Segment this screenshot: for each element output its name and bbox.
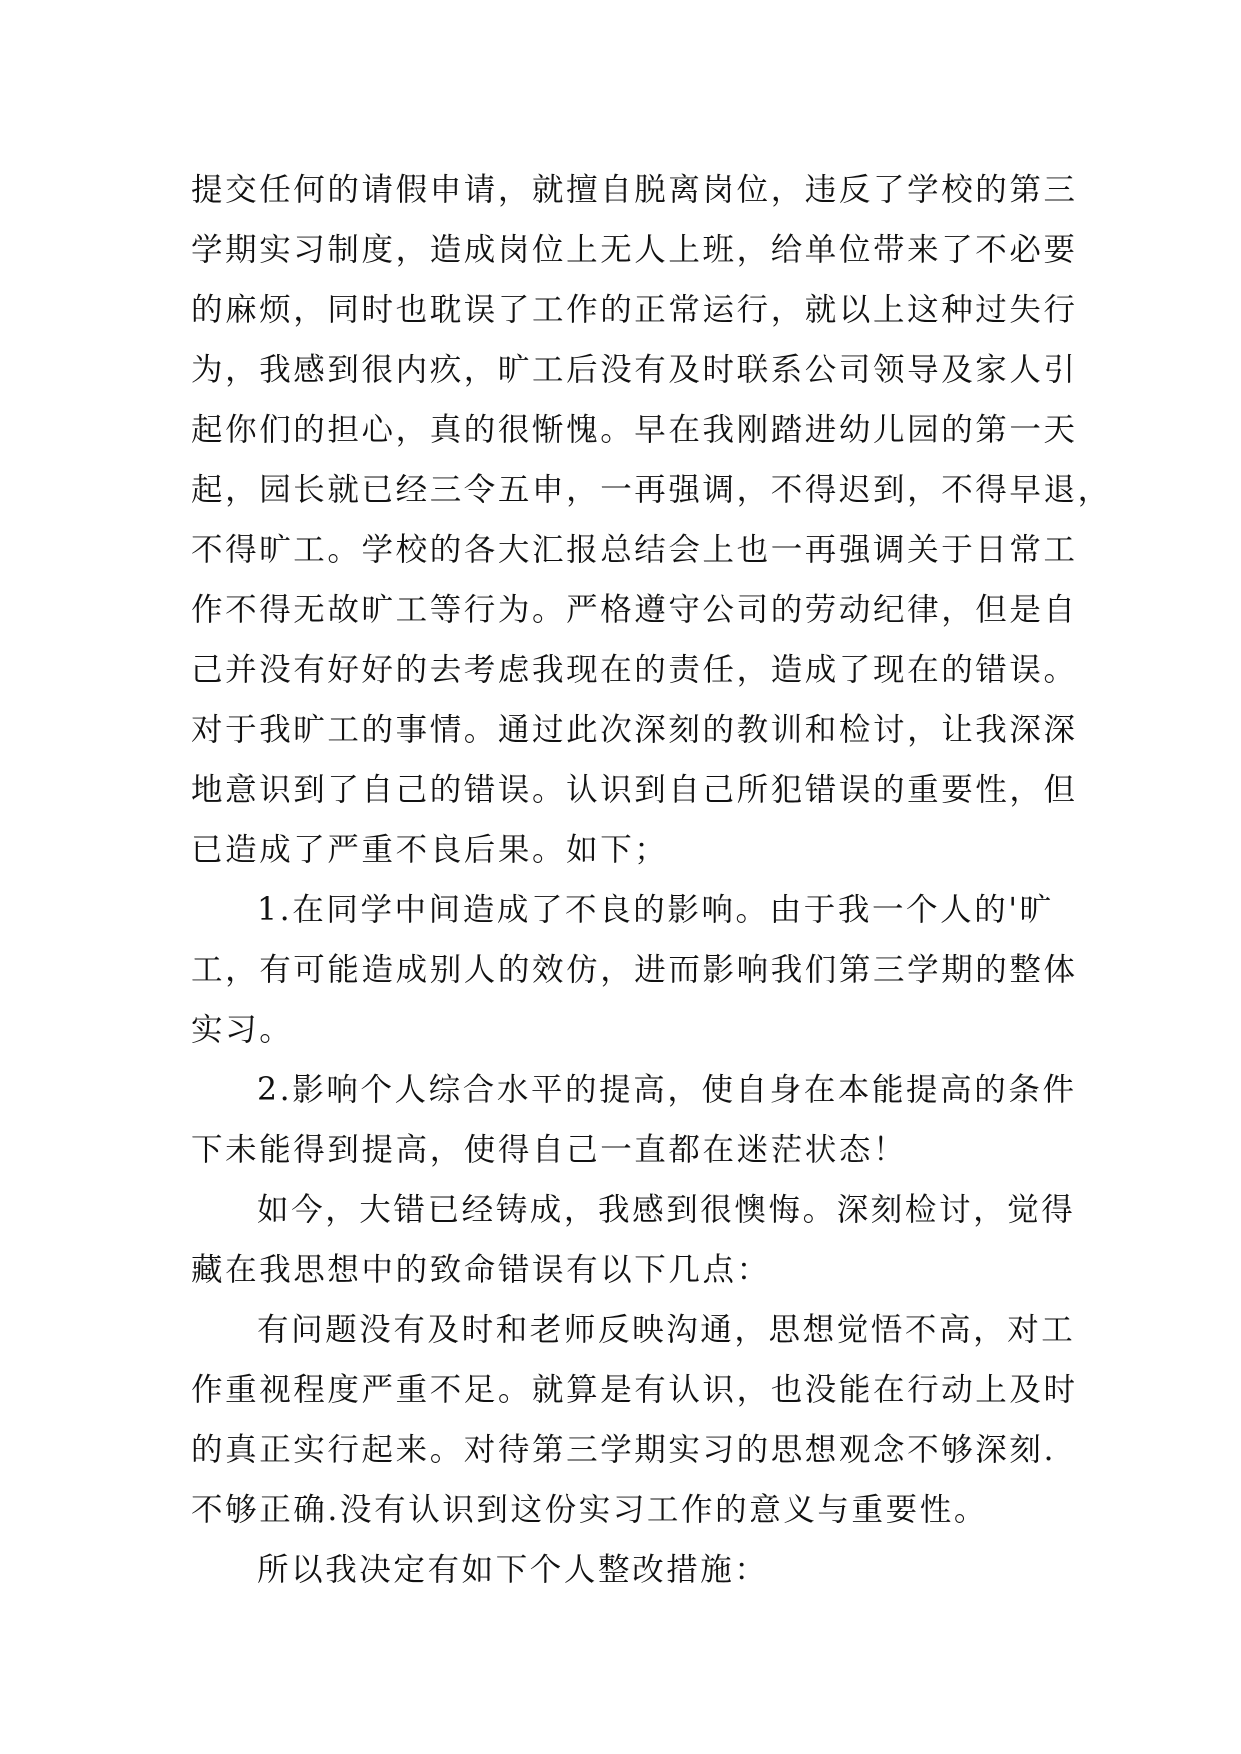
text-line: 起你们的担心，真的很惭愧。早在我刚踏进幼儿园的第一天 (191, 412, 1078, 448)
text-line: 不得旷工。学校的各大汇报总结会上也一再强调关于日常工 (191, 532, 1078, 568)
text-line: 己并没有好好的去考虑我现在的责任，造成了现在的错误。 (191, 652, 1078, 688)
text-line: 如今，大错已经铸成，我感到很懊悔。深刻检讨，觉得 (257, 1192, 1076, 1228)
text-line: 作不得无故旷工等行为。严格遵守公司的劳动纪律，但是自 (191, 592, 1078, 628)
text-line: 起，园长就已经三令五申，一再强调，不得迟到，不得早退， (191, 472, 1112, 508)
text-line: 的真正实行起来。对待第三学期实习的思想观念不够深刻. (191, 1432, 1057, 1468)
text-line: 藏在我思想中的致命错误有以下几点： (191, 1252, 771, 1288)
text-line: 1.在同学中间造成了不良的影响。由于我一个人的'旷 (257, 892, 1054, 928)
text-line: 作重视程度严重不足。就算是有认识，也没能在行动上及时 (191, 1372, 1078, 1408)
text-line: 地意识到了自己的错误。认识到自己所犯错误的重要性，但 (191, 772, 1078, 808)
text-line: 下未能得到提高，使得自己一直都在迷茫状态！ (191, 1132, 908, 1168)
text-line: 2.影响个人综合水平的提高，使自身在本能提高的条件 (257, 1072, 1077, 1108)
text-line: 已造成了严重不良后果。如下； (191, 832, 669, 868)
text-line: 的麻烦，同时也耽误了工作的正常运行，就以上这种过失行 (191, 292, 1078, 328)
text-line: 不够正确.没有认识到这份实习工作的意义与重要性。 (191, 1492, 988, 1528)
document-body (191, 160, 1112, 1600)
text-line: 实习。 (191, 1012, 294, 1048)
text-line: 工，有可能造成别人的效仿，进而影响我们第三学期的整体 (191, 952, 1078, 988)
text-line: 有问题没有及时和老师反映沟通，思想觉悟不高，对工 (257, 1312, 1076, 1348)
text-line: 提交任何的请假申请，就擅自脱离岗位，违反了学校的第三 (191, 172, 1078, 208)
text-line: 对于我旷工的事情。通过此次深刻的教训和检讨，让我深深 (191, 712, 1078, 748)
text-line: 为，我感到很内疚，旷工后没有及时联系公司领导及家人引 (191, 352, 1078, 388)
text-line: 所以我决定有如下个人整改措施： (257, 1552, 769, 1588)
text-line: 学期实习制度，造成岗位上无人上班，给单位带来了不必要 (191, 232, 1078, 268)
